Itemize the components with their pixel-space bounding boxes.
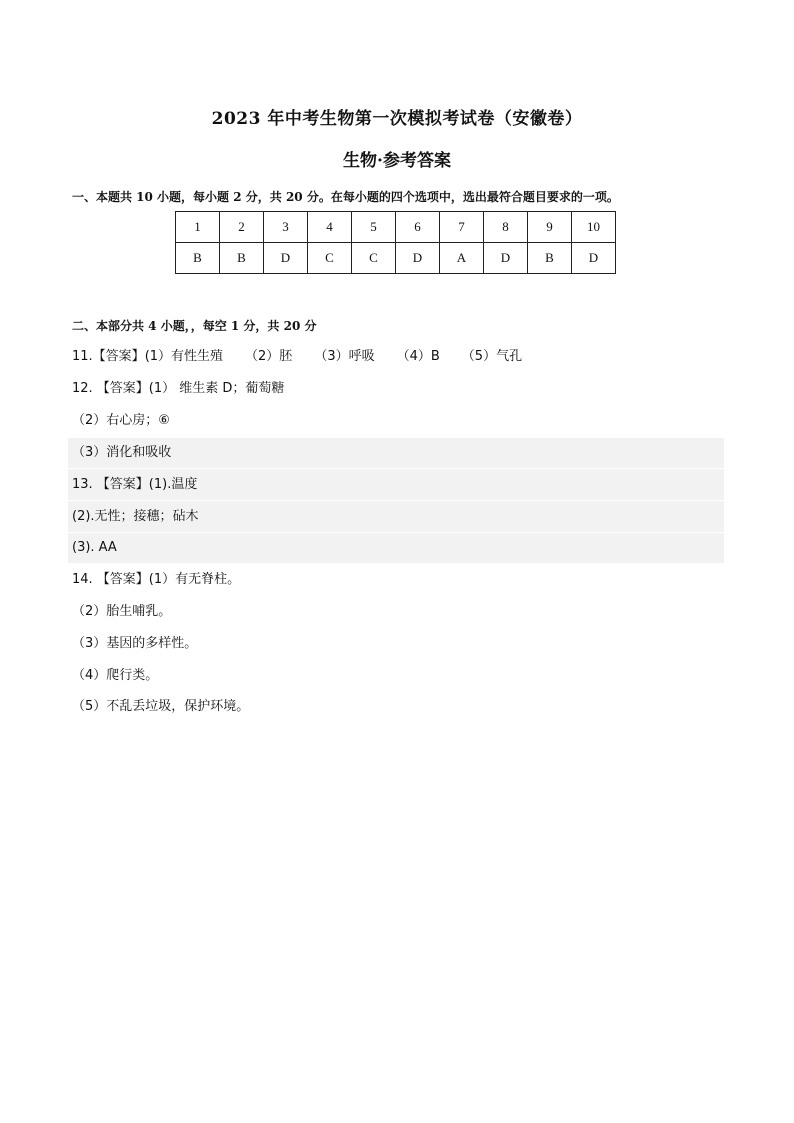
q14-line-1: 14. 【答案】(1）有无脊柱。 xyxy=(72,572,241,587)
q14-line-3: （3）基因的多样性。 xyxy=(72,636,198,651)
section2-heading: 二、本部分共 4 小题，，每空 1 分，共 20 分 xyxy=(72,319,317,333)
answer-table xyxy=(175,211,616,274)
q14-line-4: （4）爬行类。 xyxy=(72,668,159,683)
table-cell-answer: C xyxy=(308,243,352,274)
page-title: 2023 年中考生物第一次模拟考试卷（安徽卷） xyxy=(211,109,583,129)
table-cell-number: 6 xyxy=(396,212,440,243)
table-cell-number: 1 xyxy=(176,212,220,243)
table-cell-number: 7 xyxy=(440,212,484,243)
q12-line-2: （2）右心房；⑥ xyxy=(72,413,170,428)
page-subtitle: 生物·参考答案 xyxy=(343,151,451,171)
q13-line-1: 13. 【答案】(1).温度 xyxy=(68,469,724,500)
table-cell-number: 8 xyxy=(484,212,528,243)
q11-part-2: （2）胚 xyxy=(245,349,293,364)
table-cell-answer: B xyxy=(528,243,572,274)
q11-part-1: (1）有性生殖 xyxy=(144,349,224,364)
q12-line-1: 12. 【答案】(1） 维生素 D；葡萄糖 xyxy=(72,381,285,396)
table-cell-number: 4 xyxy=(308,212,352,243)
table-cell-answer: D xyxy=(396,243,440,274)
table-cell-number: 2 xyxy=(220,212,264,243)
table-cell-answer: D xyxy=(484,243,528,274)
table-cell-number: 5 xyxy=(352,212,396,243)
q11-part-4: （4）B xyxy=(396,349,440,364)
table-cell-answer: B xyxy=(176,243,220,274)
table-cell-answer: B xyxy=(220,243,264,274)
table-cell-answer: A xyxy=(440,243,484,274)
q14-line-5: （5）不乱丢垃圾，保护环境。 xyxy=(72,699,250,714)
table-cell-answer: C xyxy=(352,243,396,274)
q11-part-5: （5）气孔 xyxy=(461,349,523,364)
q11-part-3: （3）呼吸 xyxy=(314,349,375,364)
section1-heading: 一、本题共 10 小题，每小题 2 分，共 20 分。在每小题的四个选项中，选出最符合题目要求的一项。 xyxy=(72,190,619,204)
table-cell-number: 3 xyxy=(264,212,308,243)
table-cell-number: 9 xyxy=(528,212,572,243)
q12-line-3: （3）消化和吸收 xyxy=(68,438,724,468)
table-cell-number: 10 xyxy=(572,212,616,243)
table-cell-answer: D xyxy=(264,243,308,274)
table-row-answers xyxy=(176,243,616,274)
q14-line-2: （2）胎生哺乳。 xyxy=(72,604,172,619)
q11-answer-line xyxy=(72,343,522,371)
q11-prefix: 11.【答案】 xyxy=(72,349,145,364)
table-cell-answer: D xyxy=(572,243,616,274)
q13-line-2: (2).无性；接穗；砧木 xyxy=(68,501,724,532)
table-row-numbers xyxy=(176,212,616,243)
q13-line-3: (3). AA xyxy=(68,533,724,563)
